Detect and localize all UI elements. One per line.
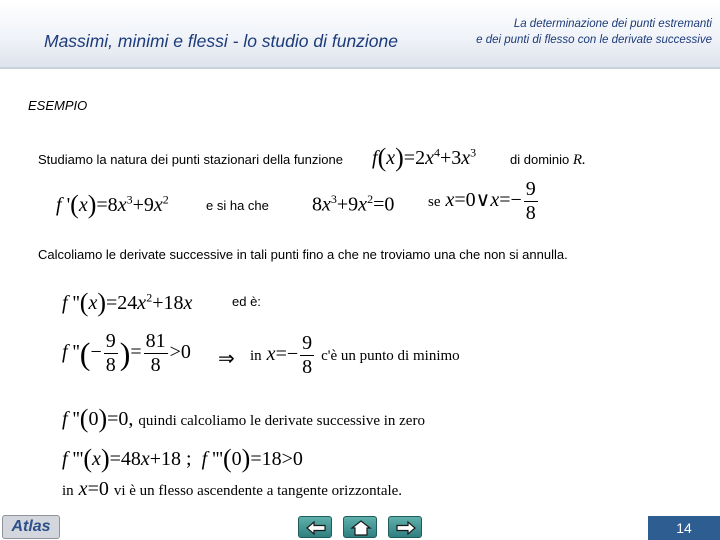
first-derivative: f '$(x)=8x^3+9x^2$ [56, 190, 169, 219]
zero-text: quindi calcoliamo le derivate successive in zero [138, 413, 425, 429]
second-derivative-at-minus-9-8: f ''(− $\frac{9}{8}$ )= $\frac{81}{8}$ >0 [62, 330, 191, 376]
domain-label: di dominio [510, 152, 570, 167]
home-icon [344, 517, 378, 539]
next-button[interactable] [388, 516, 422, 538]
fraction-9-8: $\frac{9}{8}$ [525, 178, 536, 224]
flesso-text: vi è un flesso ascendente a tangente orizzontale. [113, 483, 403, 499]
page-number: 14 [648, 516, 720, 540]
subtitle-line-1: La determinazione dei punti estremanti [513, 18, 712, 30]
home-button[interactable] [343, 516, 377, 538]
second-derivative-at-zero: f ''(0)=0, quindi calcoliamo le derivate successive in zero [62, 404, 425, 433]
flesso-statement: in x=0 vi è un flesso ascendente a tangente orizzontale. [62, 478, 403, 500]
subtitle-line-2: e dei punti di flesso con le derivate successive [476, 34, 712, 46]
third-derivative: f '''(x)=48x+18 ; f '''(0)=18>0 [62, 444, 303, 473]
minimum-statement: in x=− $\frac{9}{8}$ c'è un punto di minimo [250, 332, 460, 378]
implies-icon: ⇒ [218, 348, 235, 370]
function-definition: $f(x)=2x^4+3x^3$ [372, 143, 477, 172]
header-divider [0, 67, 720, 69]
minimum-text: c'è un punto di minimo [321, 348, 460, 365]
se-label: se [428, 194, 441, 211]
next-arrow-icon [389, 517, 423, 539]
domain-symbol: R. [572, 152, 586, 168]
previous-button[interactable] [298, 516, 332, 538]
page-title: Massimi, minimi e flessi - lo studio di funzione [44, 31, 399, 51]
stationary-equation: $8x^3+9x^2=0$ [312, 192, 395, 216]
continue-text: Calcoliamo le derivate successive in tali punti fino a che ne troviamo una che non si annulla. [38, 247, 568, 262]
in-label-2: in [62, 483, 74, 499]
intro-text: Studiamo la natura dei punti stazionari della funzione [38, 152, 343, 167]
previous-arrow-icon [299, 517, 333, 539]
in-label: in [250, 348, 262, 365]
ed-text: ed è: [232, 294, 261, 309]
atlas-logo [2, 515, 60, 539]
second-derivative: f ''$(x)=24x^2+18x$ [62, 288, 193, 317]
and-text: e si ha che [206, 198, 269, 213]
page-subtitle [476, 16, 712, 48]
stationary-solutions: se x=0∨x=− $\frac{9}{8}$ [428, 178, 536, 224]
domain-text [510, 152, 586, 169]
example-label: ESEMPIO [28, 98, 88, 113]
logo-text: Atlas [11, 518, 51, 535]
